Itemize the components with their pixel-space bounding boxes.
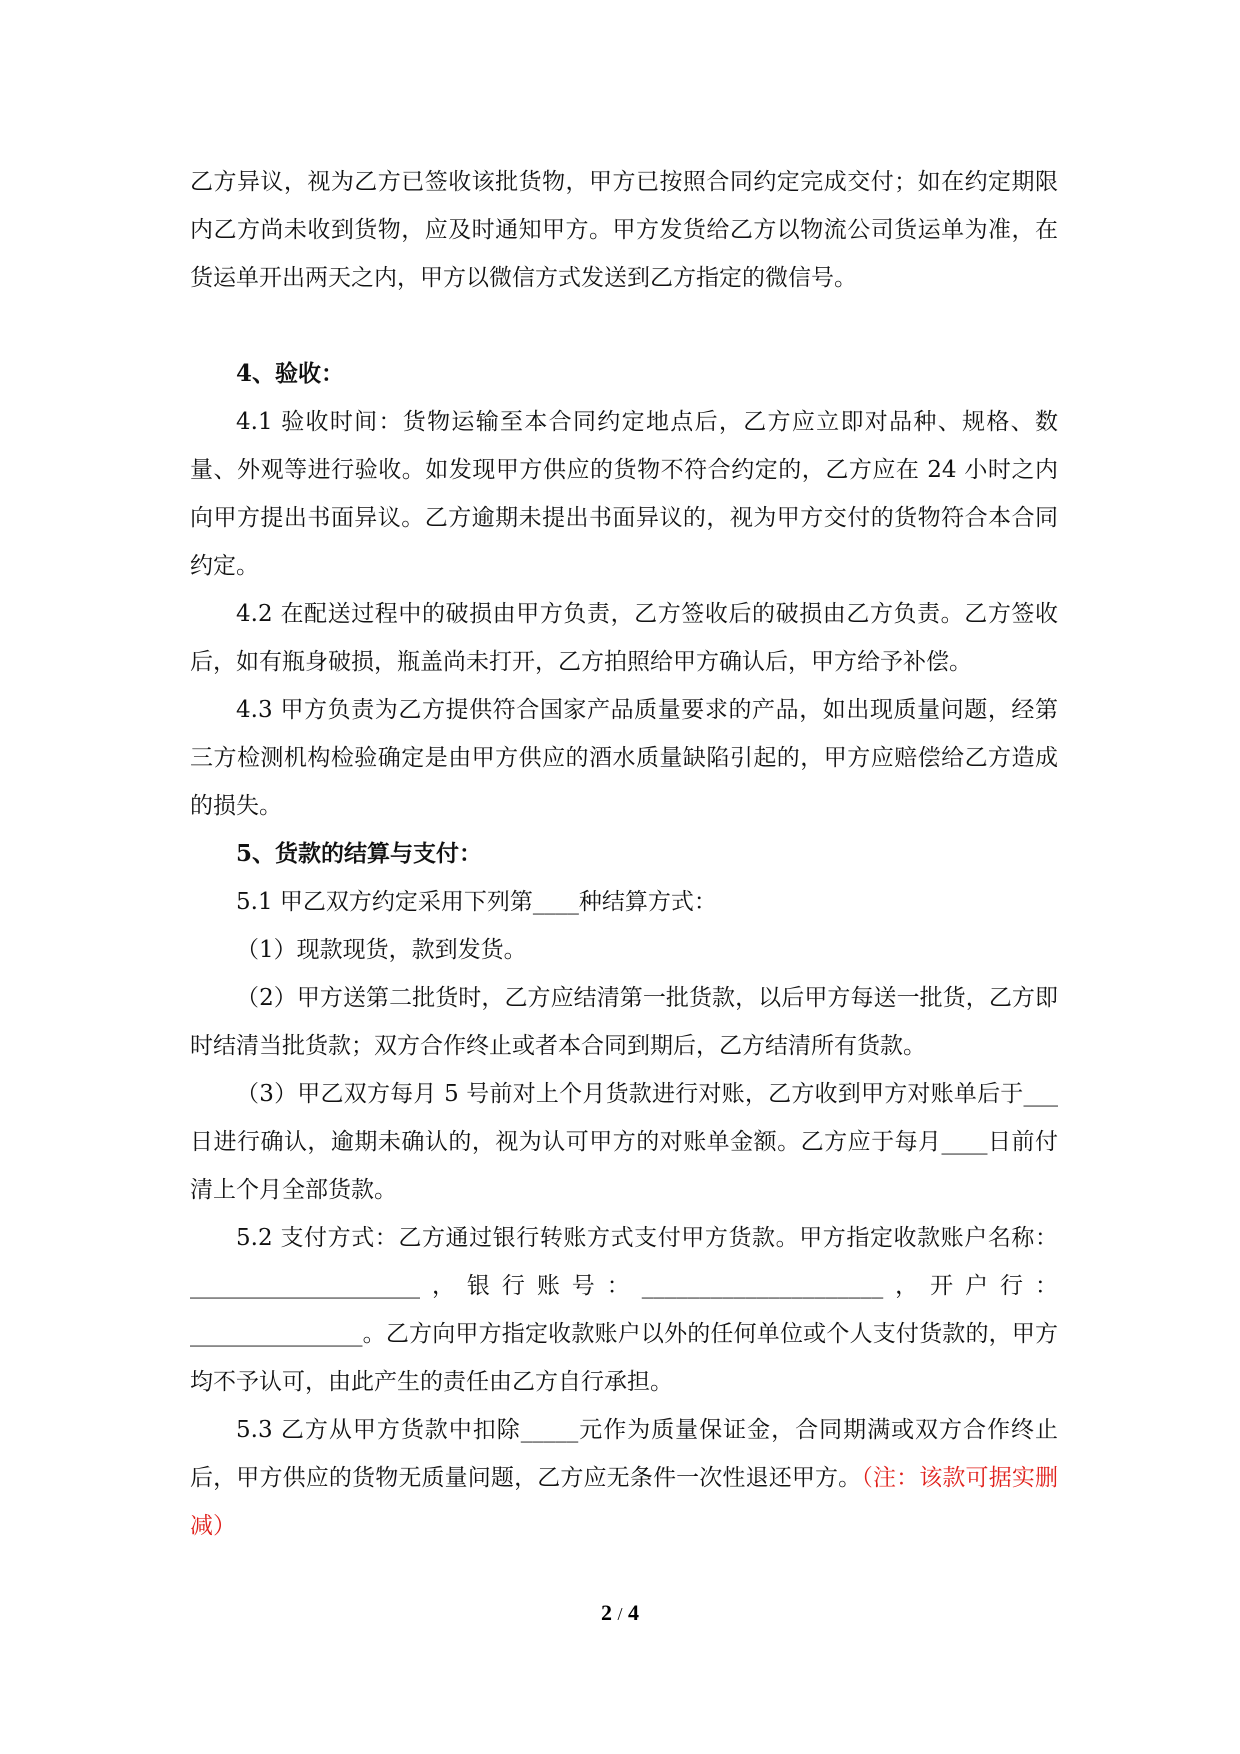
page-number-current: 2 — [600, 1600, 612, 1625]
document-body — [190, 158, 1058, 1550]
paragraph-4-2: 4.2 在配送过程中的破损由甲方负责，乙方签收后的破损由乙方负责。乙方签收后，如有瓶身破损，瓶盖尚未打开，乙方拍照给甲方确认后，甲方给予补偿。 — [190, 601, 1058, 675]
section-heading-acceptance: 4、验收： — [236, 360, 345, 387]
section-heading-payment: 5、货款的结算与支付： — [236, 840, 483, 867]
page-number — [0, 1600, 1240, 1626]
paragraph-5-3-text: 5.3 乙方从甲方货款中扣除_____元作为质量保证金，合同期满或双方合作终止后，甲方供应的货物无质量问题，乙方应无条件一次性退还甲方。 — [190, 1417, 1058, 1491]
paragraph-5-1: 5.1 甲乙双方约定采用下列第____种结算方式： — [236, 889, 717, 915]
paragraph-delivery-continuation: 乙方异议，视为乙方已签收该批货物，甲方已按照合同约定完成交付；如在约定期限内乙方尚未收到货物，应及时通知甲方。甲方发货给乙方以物流公司货运单为准，在货运单开出两天之内，甲方以微信方式发送到乙方指定的微信号。 — [190, 169, 1058, 291]
paragraph-5-1-option-1: （1）现款现货，款到发货。 — [236, 937, 527, 963]
paragraph-5-1-option-3: （3）甲乙双方每月 5 号前对上个月货款进行对账，乙方收到甲方对账单后于___日进行确认，逾期未确认的，视为认可甲方的对账单金额。乙方应于每月____日前付清上个月全部货款。 — [190, 1081, 1058, 1203]
editor-note: （注：该款可据实删减） — [190, 1465, 1059, 1539]
paragraph-4-1: 4.1 验收时间：货物运输至本合同约定地点后，乙方应立即对品种、规格、数量、外观等进行验收。如发现甲方供应的货物不符合约定的，乙方应在 24 小时之内向甲方提出书面异议。乙方逾期未提出书面异议的，视为甲方交付的货物符合本合同约定。 — [190, 409, 1058, 579]
paragraph-5-3 — [190, 1406, 1058, 1550]
paragraph-4-3: 4.3 甲方负责为乙方提供符合国家产品质量要求的产品，如出现质量问题，经第三方检测机构检验确定是由甲方供应的酒水质量缺陷引起的，甲方应赔偿给乙方造成的损失。 — [190, 697, 1058, 819]
page-number-separator: / — [617, 1604, 623, 1624]
paragraph-5-2: 5.2 支付方式：乙方通过银行转账方式支付甲方货款。甲方指定收款账户名称：____________________，银行账号：_____________________，开户行：_______________。乙方向甲方指定收款账户以外的任何单位或个人支付货款的，甲方均不予认可，由此产生的责任由乙方自行承担。 — [190, 1225, 1058, 1395]
paragraph-5-1-option-2: （2）甲方送第二批货时，乙方应结清第一批货款，以后甲方每送一批货，乙方即时结清当批货款；双方合作终止或者本合同到期后，乙方结清所有货款。 — [190, 985, 1058, 1059]
page-number-total: 4 — [628, 1600, 639, 1625]
